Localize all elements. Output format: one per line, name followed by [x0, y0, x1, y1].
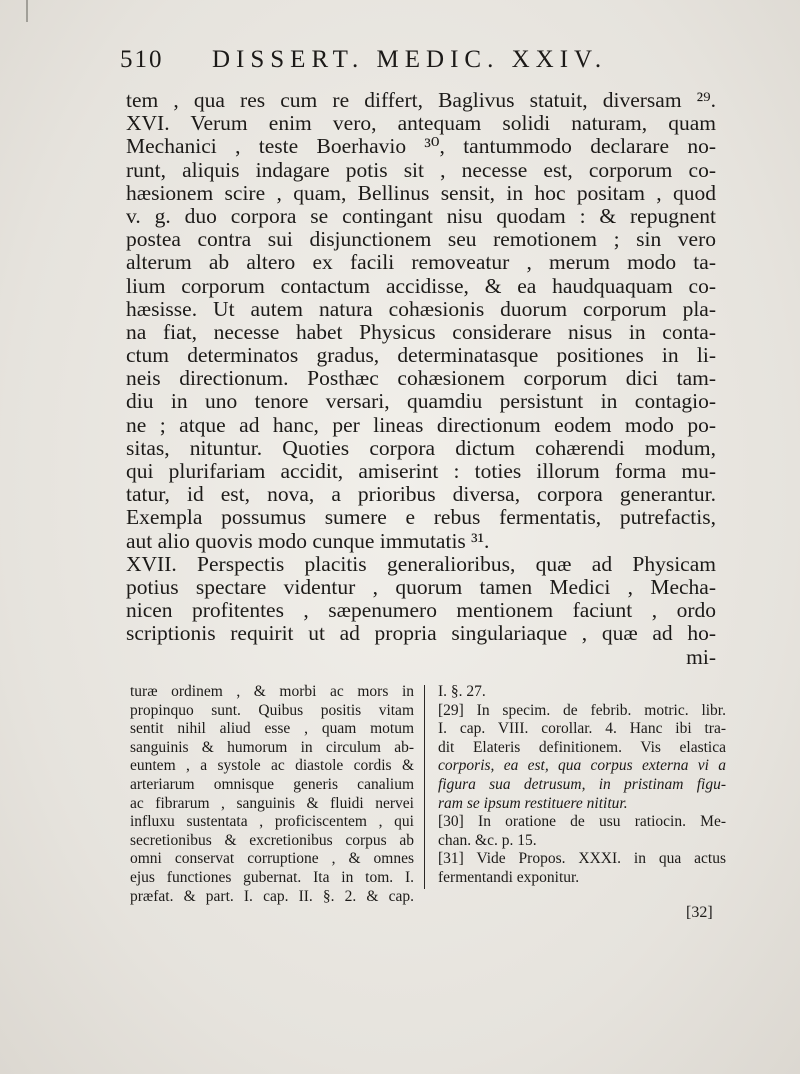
text-line: tem , qua res cum re differt, Baglivus statuit, diversam ²⁹.: [126, 88, 716, 112]
page-number: 510: [120, 46, 164, 73]
text-line: qui plurifariam accidit, amiserint : toties illorum forma mu-: [126, 459, 716, 483]
text-line: nicen profitentes , sæpenumero mentionem faciunt , ordo: [126, 598, 716, 623]
text-line: v. g. duo corpora se contingant nisu quodam : & repugnent: [126, 203, 716, 228]
text-line: runt, aliquis indagare potis sit , necesse est, corporum co-: [126, 157, 716, 182]
footnote-line: I. cap. VIII. corollar. 4. Hanc ibi tra-: [438, 720, 726, 738]
footnote-line: turæ ordinem , & morbi ac mors in: [130, 683, 414, 700]
text-line: hæsisse. Ut autem natura cohæsionis duorum corporum pla-: [126, 296, 716, 321]
footnotes-left-column: [130, 683, 414, 906]
footnote-line: arteriarum omnisque generis canalium: [130, 775, 414, 793]
footnote-line: fermentandi exponitur.: [438, 868, 580, 886]
footnote-line: [30] In oratione de usu ratiocin. Me-: [438, 813, 726, 831]
text-line: tatur, id est, nova, a prioribus diversa, corpora generantur.: [126, 482, 716, 507]
footnote-line: secretionibus & excretionibus corpus ab: [130, 831, 414, 849]
text-line: diu in uno tenore versari, quamdiu persistunt in contagio-: [126, 389, 716, 414]
main-text: [126, 89, 716, 669]
text-line: scriptionis requirit ut ad propria singulariaque , quæ ad ho-: [126, 621, 716, 646]
text-line: XVII. Perspectis placitis generalioribus, quæ ad Physicam: [126, 551, 716, 576]
text-line: alterum ab altero ex facili removeatur , merum modo ta-: [126, 250, 716, 275]
footnote-line: propinquo sunt. Quibus positis vitam: [130, 701, 414, 719]
footnote-line: [31] Vide Propos. XXXI. in qua actus: [438, 850, 726, 868]
footnotes-right-column: [438, 683, 726, 888]
footnotes: [126, 683, 726, 913]
text-line: postea contra sui disjunctionem seu remotionem ; sin vero: [126, 227, 716, 252]
footnote-line: chan. &c. p. 15.: [438, 831, 537, 849]
footnote-line: omni conservat corruptione , & omnes: [130, 850, 414, 868]
text-line: neis directionum. Posthæc cohæsionem corporum dici tam-: [126, 366, 716, 391]
running-head: [120, 46, 680, 80]
running-title: DISSERT. MEDIC. XXIV.: [212, 46, 608, 73]
text-line: aut alio quovis modo cunque immutatis ³¹.: [126, 528, 490, 553]
text-line: Exempla possumus sumere e rebus fermentatis, putrefactis,: [126, 505, 716, 530]
text-line: na fiat, necesse habet Physicus considerare nisus in conta-: [126, 319, 716, 344]
catchword: [32]: [686, 904, 713, 921]
text-line: lium corporum contactum accidisse, & ea haudquaquam co-: [126, 273, 716, 298]
text-line: sitas, nituntur. Quoties corpora dictum cohærendi modum,: [126, 435, 716, 460]
footnote-line: dit Elateris definitionem. Vis elastica: [438, 738, 726, 756]
footnote-line: [29] In specim. de febrib. motric. libr.: [438, 701, 726, 719]
column-rule: [424, 685, 425, 889]
footnote-line: ram se ipsum restituere nititur.: [438, 794, 628, 812]
footnote-line: ac fibrarum , sanguinis & fluidi nervei: [130, 794, 414, 812]
footnote-line: influxu sustentata , proficiscentem , qui: [130, 813, 414, 831]
footnote-line: præfat. & part. I. cap. II. §. 2. & cap.: [130, 887, 414, 905]
footnote-line: ejus functiones gubernat. Ita in tom. I.: [130, 868, 414, 886]
text-line: mi-: [686, 644, 716, 669]
text-line: XVI. Verum enim vero, antequam solidi naturam, quam: [126, 111, 716, 136]
footnote-line: euntem , a systole ac diastole cordis &: [130, 757, 414, 775]
text-line: hæsionem scire , quam, Bellinus sensit, in hoc positam , quod: [126, 180, 716, 205]
footnote-line: sanguinis & humorum in circulum ab-: [130, 738, 414, 756]
footnote-line: corporis, ea est, qua corpus externa vi a: [438, 757, 726, 775]
footnote-line: I. §. 27.: [438, 683, 486, 700]
text-line: ne ; atque ad hanc, per lineas directionum eodem modo po-: [126, 412, 716, 437]
footnote-line: figura sua detrusum, in pristinam figu-: [438, 775, 726, 793]
text-line: Mechanici , teste Boerhavio ³⁰, tantummodo declarare no-: [126, 134, 716, 159]
text-line: ctum determinatos gradus, determinatasque positiones in li-: [126, 343, 716, 368]
page-edge-mark: [26, 0, 28, 22]
footnote-line: sentit nihil aliud esse , quam motum: [130, 720, 414, 738]
text-line: potius spectare videntur , quorum tamen Medici , Mecha-: [126, 574, 716, 599]
